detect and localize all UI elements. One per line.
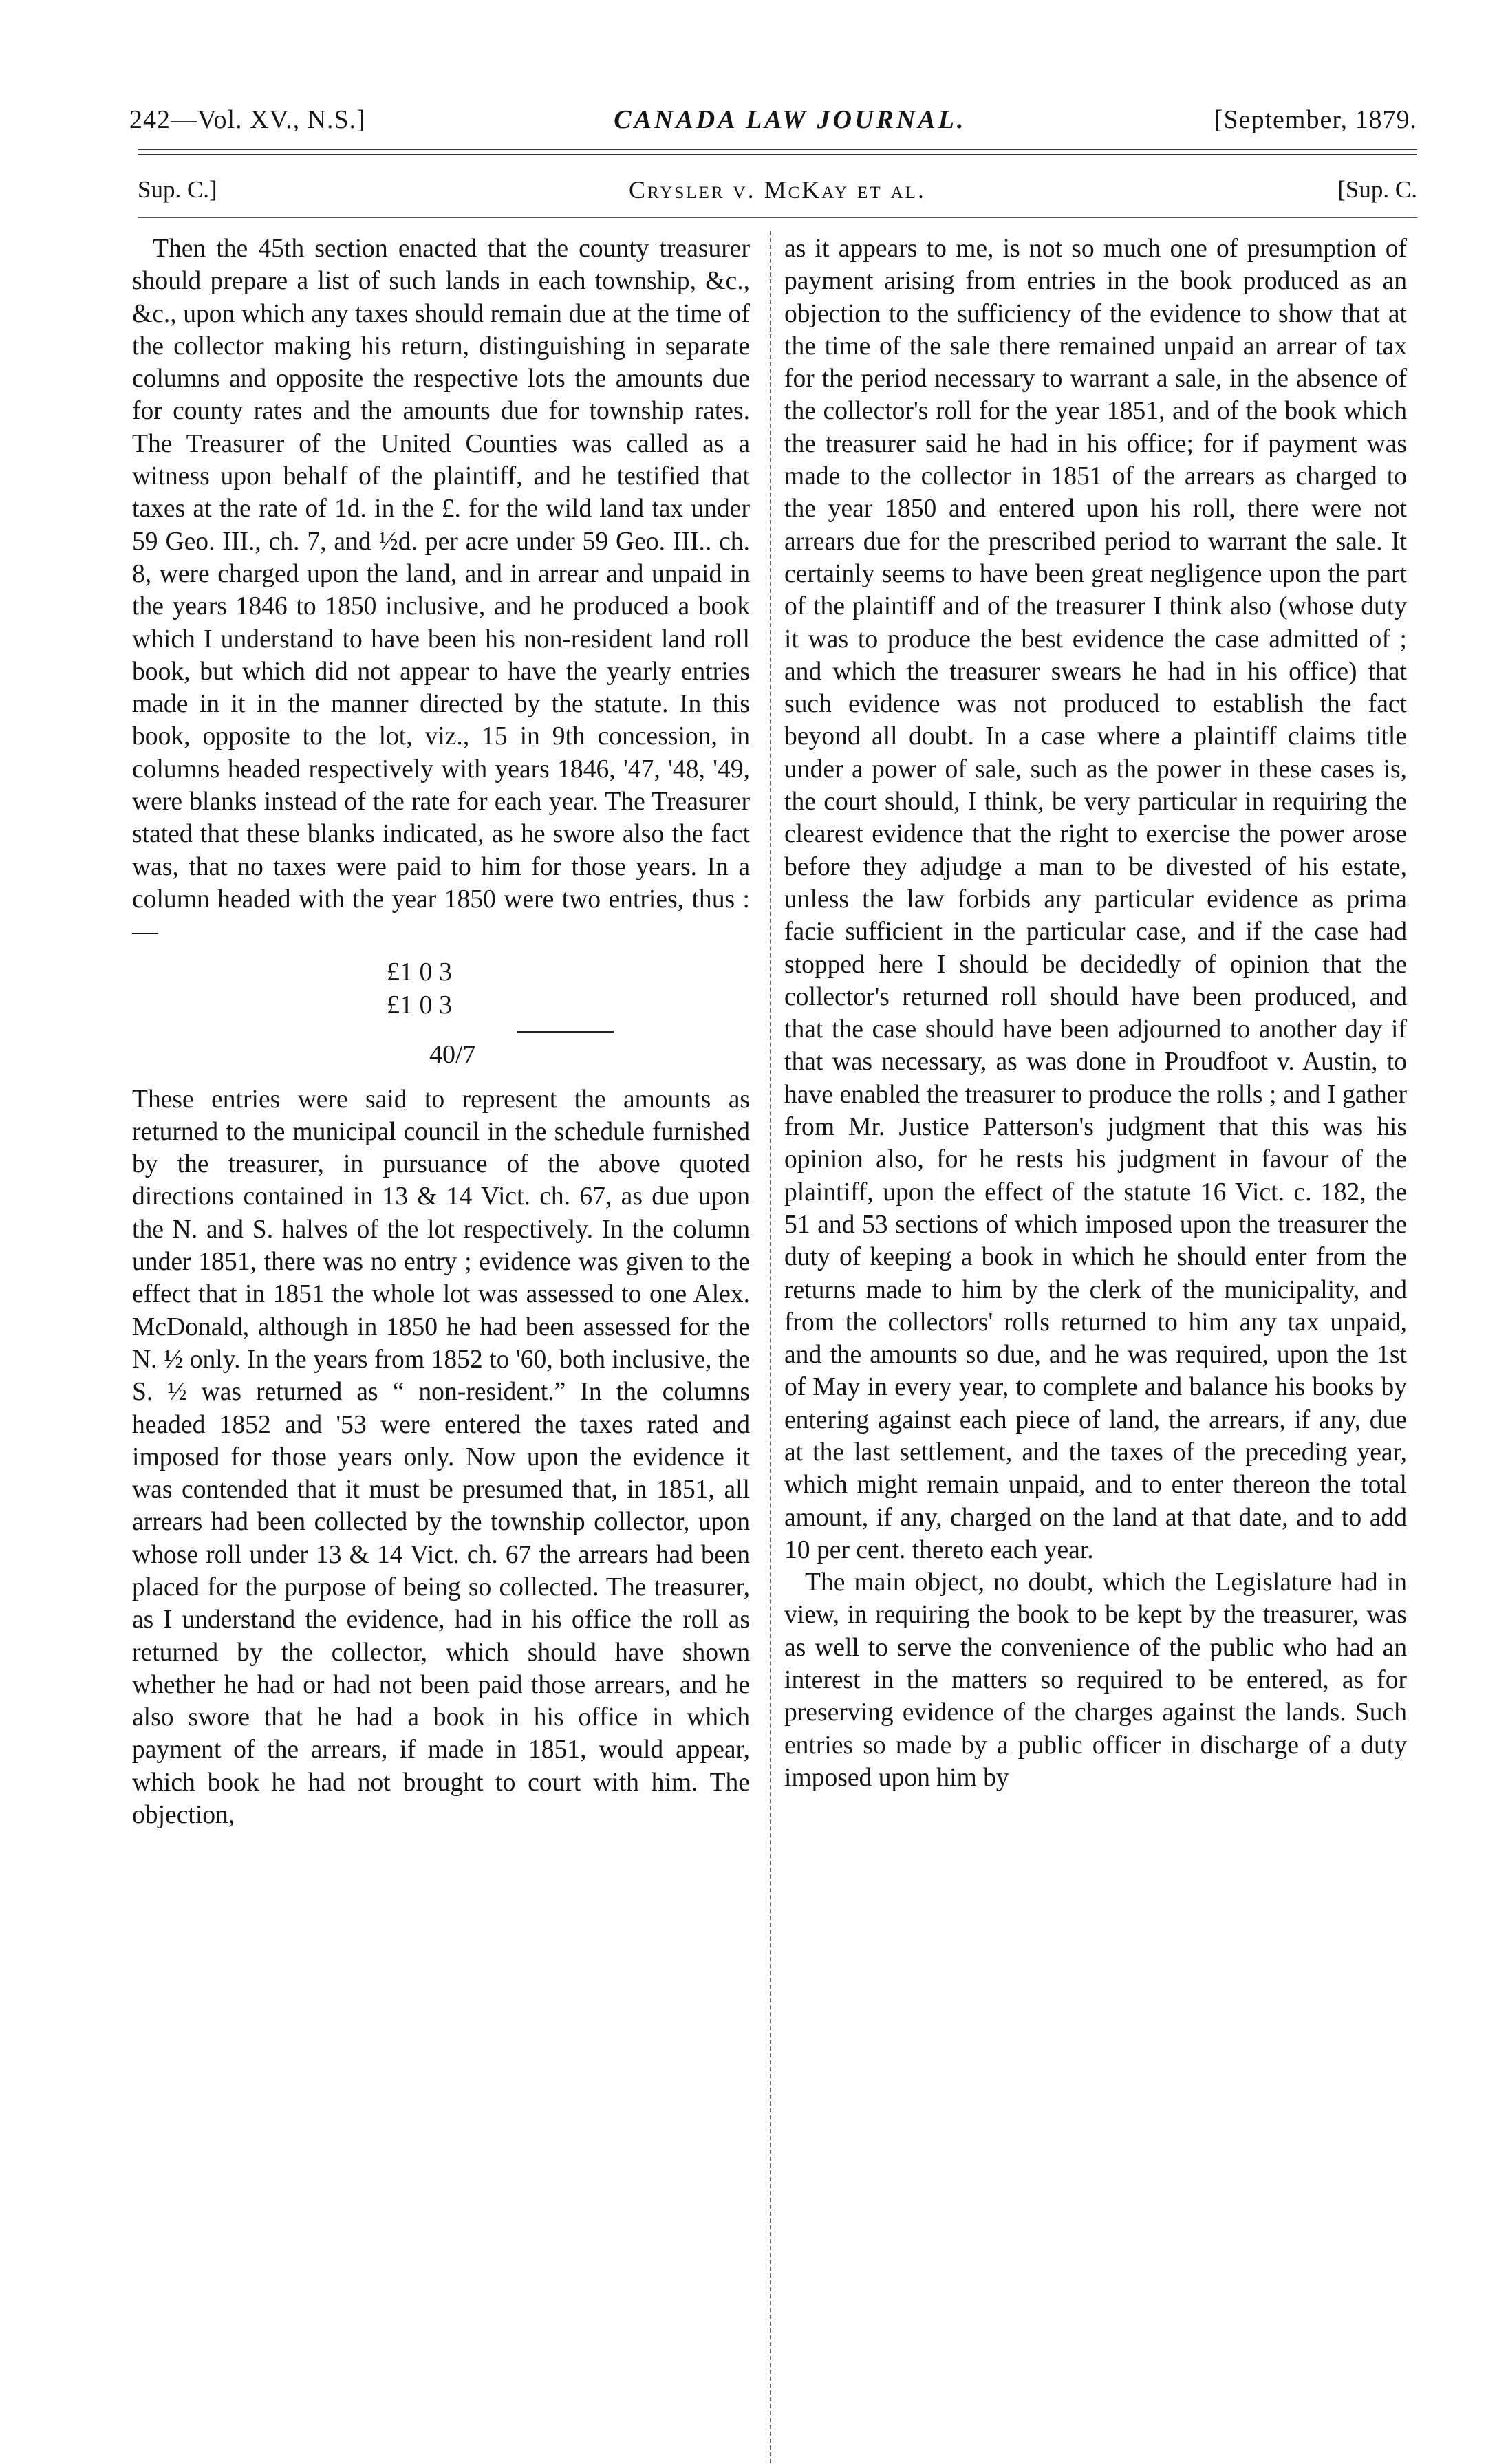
case-title: Crysler v. McKay et al.	[629, 176, 926, 204]
header-page-volume: 242—Vol. XV., N.S.]	[129, 105, 366, 134]
left-paragraph-1: Then the 45th section enacted that the county treasurer should prepare a list of such lands in each township, &c., &c., upon which any taxes should remain due at the time of the collector making his return, distinguishing in separate columns and opposite the respective lots the amounts due for county rates and the amounts due for township rates. The Treasurer of the United Counties was called as a witness upon behalf of the plaintiff, and he testified that taxes at the rate of 1d. in the £. for the wild land tax under 59 Geo. III., ch. 7, and ½d. per acre under 59 Geo. III.. ch. 8, were charged upon the land, and in arrear and unpaid in the years 1846 to 1850 inclusive, and he produced a book which I understand to have been his non-resident land roll book, but which did not appear to have the yearly entries made in it in the manner directed by the statute. In this book, opposite to the lot, viz., 15 in 9th concession, in columns headed respectively with years 1846, '47, '48, '49, were blanks instead of the rate for each year. The Treasurer stated that these blanks indicated, as he swore also the fact was, that no taxes were paid to him for those years. In a column headed with the year 1850 were two entries, thus :—	[132, 235, 750, 947]
tax-entries	[132, 955, 750, 1071]
case-header-rule	[138, 217, 1417, 218]
tax-entry-2: £1 0 3	[387, 990, 452, 1019]
running-header	[129, 99, 1417, 140]
left-paragraph-2: These entries were said to represent the amounts as returned to the municipal council in the schedule furnished by the treasurer, in pursuance of the above quoted directions contained in 13 & 14 Vict. ch. 67, as due upon the N. and S. halves of the lot respectively. In the column under 1851, there was no entry ; evidence was given to the effect that in 1851 the whole lot was assessed to one Alex. McDonald, although in 1850 he had been assessed for the N. ½ only. In the years from 1852 to '60, both inclusive, the S. ½ was returned as “ non-resident.” In the columns headed 1852 and '53 were entered the taxes rated and imposed for those years only. Now upon the evidence it was contended that it must be presumed that, in 1851, all arrears had been collected by the township collector, upon whose roll under 13 & 14 Vict. ch. 67 the arrears had been placed for the purpose of being so collected. The treasurer, as I understand the evidence, had in his office the roll as returned by the collector, which should have shown whether he had or had not been paid those arrears, and he also swore that he had a book in his office in which payment of the arrears, if made in 1851, would appear, which book he had not brought to court with him. The objection,	[132, 1085, 750, 1830]
court-label-left: Sup. C.]	[138, 176, 217, 203]
sum-rule	[517, 1031, 614, 1033]
column-divider	[770, 231, 771, 2463]
header-date: [September, 1879.	[1214, 105, 1417, 134]
court-label-right: [Sup. C.	[1337, 176, 1417, 203]
case-header	[138, 171, 1417, 209]
tax-entry-1: £1 0 3	[387, 957, 452, 986]
right-column	[784, 233, 1407, 1794]
header-journal-title: CANADA LAW JOURNAL.	[614, 105, 967, 134]
header-rule-top	[138, 149, 1417, 150]
header-rule-bottom	[138, 154, 1417, 155]
left-column	[132, 233, 750, 1831]
right-paragraph-1: as it appears to me, is not so much one of presumption of payment arising from entries in the book produced as an objection to the sufficiency of the evidence to show that at the time of the sale there remained unpaid an arrear of tax for the period necessary to warrant a sale, in the absence of the collector's roll for the year 1851, and of the book which the treasurer said he had in his office; for if payment was made to the collector in 1851 of the arrears as charged to the year 1850 and entered upon his roll, there were not arrears due for the prescribed period to warrant the sale. It certainly seems to have been great negligence upon the part of the plaintiff and of the treasurer I think also (whose duty it was to produce the best evidence the case admitted of ; and which the treasurer swears he had in his office) that such evidence was not produced to establish the fact beyond all doubt. In a case where a plaintiff claims title under a power of sale, such as the power in these cases is, the court should, I think, be very particular in requiring the clearest evidence that the right to exercise the power arose before they adjudge a man to be divested of his estate, unless the law forbids any particular evidence as prima facie sufficient in the particular case, and if the case had stopped here I should be decidedly of opinion that the collector's returned roll should have been produced, and that the case should have been adjourned to another day if that was necessary, as was done in Proudfoot v. Austin, to have enabled the treasurer to produce the rolls ; and I gather from Mr. Justice Patterson's judgment that this was his opinion also, for he rests his judgment in favour of the plaintiff, upon the effect of the statute 16 Vict. c. 182, the 51 and 53 sections of which imposed upon the treasurer the duty of keeping a book in which he should enter from the returns made to him by the clerk of the municipality, and from the collectors' rolls returned to him any tax unpaid, and the amounts so due, and he was required, upon the 1st of May in every year, to complete and balance his books by entering against each piece of land, the arrears, if any, due at the last settlement, and the taxes of the preceding year, which might remain unpaid, and to enter thereon the total amount, if any, charged on the land at that date, and to add 10 per cent. thereto each year.	[784, 235, 1407, 1564]
right-paragraph-2: The main object, no doubt, which the Legislature had in view, in requiring the book to be kept by the treasurer, was as well to serve the convenience of the public who had an interest in the matters so required to be entered, as for preserving evidence of the charges against the lands. Such entries so made by a public officer in discharge of a duty imposed upon him by	[784, 1568, 1407, 1792]
tax-total: 40/7	[429, 1039, 476, 1069]
